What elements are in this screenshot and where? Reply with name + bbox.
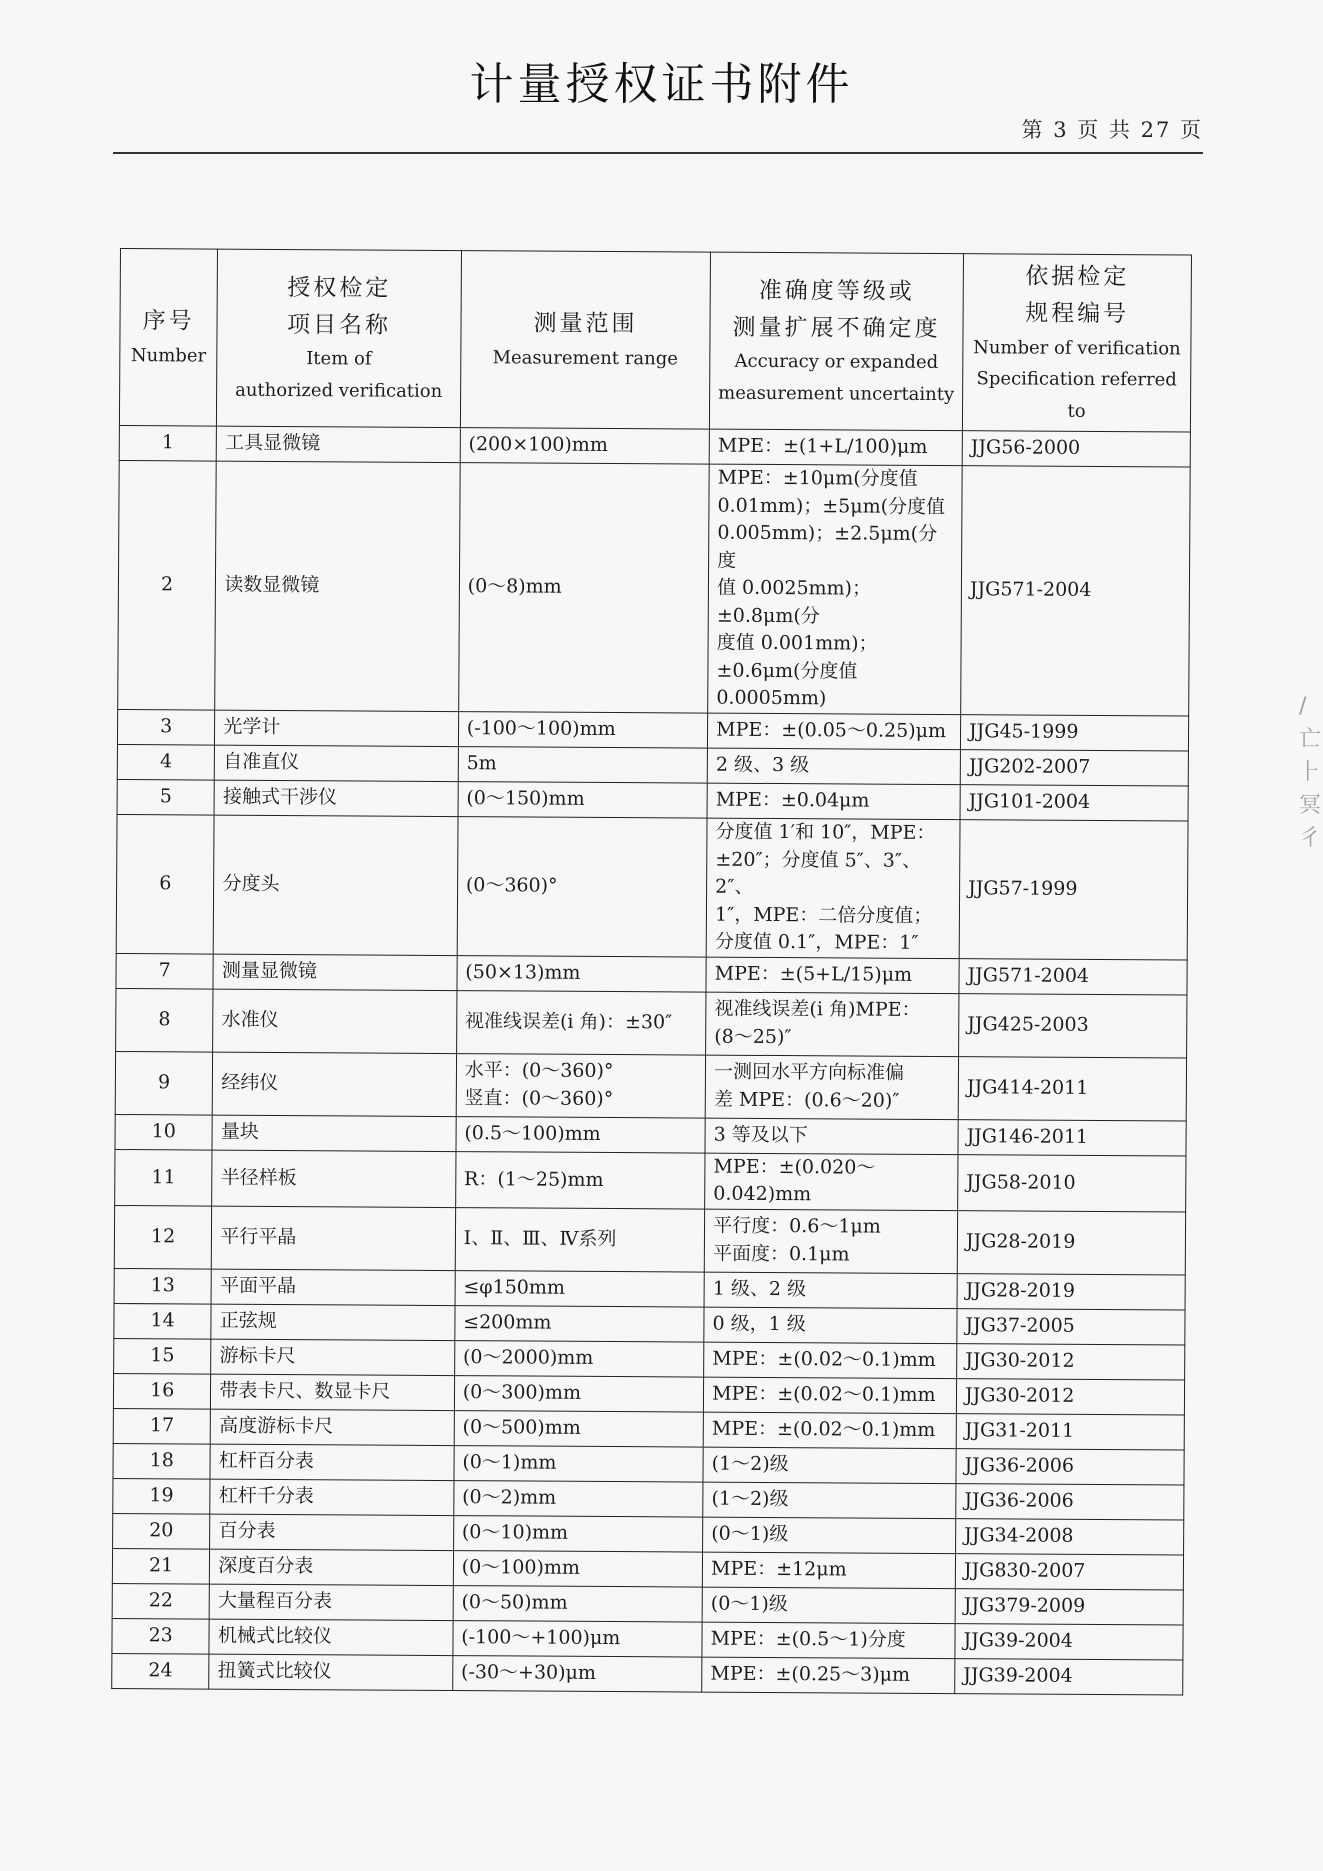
cell-accuracy: MPE：±10μm(分度值 0.01mm)；±5μm(分度值 0.005mm)；±2.5μm(分度 值 0.0025mm)；±0.8μm(分 度值 0.001mm)； ±0.6μm(分度值 0.0005mm) [708, 464, 962, 714]
cell-accuracy: MPE：±(0.02～0.1)mm [704, 1342, 957, 1379]
cell-item: 深度百分表 [210, 1549, 454, 1585]
column-header-en: Specification referred to [976, 368, 1177, 422]
cell-accuracy: MPE：±(0.02～0.1)mm [703, 1412, 956, 1449]
cell-num: 6 [116, 815, 214, 954]
column-header-zh: 测量扩展不确定度 [732, 314, 941, 342]
column-header-zh: 序号 [142, 308, 195, 335]
cell-range: ≤φ150mm [455, 1270, 705, 1307]
column-header-range [460, 251, 710, 430]
cell-item: 半径样板 [212, 1150, 456, 1208]
cell-spec: JJG31-2011 [956, 1413, 1184, 1449]
cell-num: 10 [115, 1114, 213, 1150]
cell-spec: JJG202-2007 [960, 750, 1188, 786]
cell-spec: JJG56-2000 [962, 431, 1190, 467]
cell-accuracy: MPE：±(5+L/15)μm [706, 957, 959, 994]
cell-num: 15 [114, 1338, 212, 1374]
cell-item: 扭簧式比较仪 [209, 1654, 453, 1690]
cell-range: (0～500)mm [454, 1410, 704, 1447]
cell-accuracy: MPE：±(0.020～0.042)mm [705, 1153, 958, 1211]
cell-item: 正弦规 [211, 1304, 455, 1340]
cell-spec: JJG37-2005 [957, 1308, 1185, 1344]
cell-item: 杠杆百分表 [210, 1444, 454, 1480]
column-header-accuracy [710, 252, 964, 431]
cell-item: 接触式干涉仪 [214, 780, 458, 816]
cell-range: (-100～100)mm [458, 712, 708, 749]
cell-spec: JJG30-2012 [957, 1343, 1185, 1379]
cell-spec: JJG57-1999 [959, 820, 1188, 960]
cell-item: 自准直仪 [215, 745, 459, 781]
cell-range: (-30～+30)μm [452, 1655, 702, 1692]
cell-spec: JJG28-2019 [957, 1210, 1185, 1274]
cell-num: 8 [116, 988, 214, 1052]
column-header-en: measurement uncertainty [718, 382, 955, 405]
cell-range: (0～8)mm [458, 463, 709, 713]
cell-range: 水平：(0～360)° 竖直：(0～360)° [456, 1053, 706, 1118]
cell-accuracy: MPE：±(0.5～1)分度 [702, 1622, 955, 1659]
cell-range: R：(1～25)mm [455, 1151, 705, 1209]
table-row [115, 1051, 1186, 1121]
table-row [116, 988, 1187, 1058]
cell-spec: JJG830-2007 [955, 1553, 1183, 1589]
cell-range: (0～300)mm [454, 1375, 704, 1412]
margin-seal-fragment: / 亡 ⺊ 冥 彳 [1299, 694, 1322, 851]
cell-item: 测量显微镜 [213, 954, 457, 990]
cell-num: 24 [112, 1653, 210, 1689]
cell-item: 平面平晶 [211, 1269, 455, 1305]
cell-accuracy: 视准线误差(i 角)MPE： (8～25)″ [706, 992, 959, 1057]
cell-spec: JJG379-2009 [955, 1588, 1183, 1624]
column-header-zh: 准确度等级或 [758, 277, 915, 305]
cell-spec: JJG571-2004 [959, 958, 1187, 994]
cell-spec: JJG45-1999 [960, 715, 1188, 751]
cell-item: 读数显微镜 [215, 461, 460, 711]
cell-range: (200×100)mm [460, 428, 710, 465]
table-row [118, 461, 1191, 716]
cell-range: (0～100)mm [453, 1550, 703, 1587]
cell-num: 17 [113, 1408, 211, 1444]
cell-accuracy: MPE：±(0.02～0.1)mm [704, 1377, 957, 1414]
cell-accuracy: (0～1)级 [702, 1587, 955, 1624]
cell-item: 游标卡尺 [211, 1339, 455, 1375]
cell-spec: JJG36-2006 [956, 1483, 1184, 1519]
cell-num: 19 [113, 1478, 211, 1514]
cell-range: (0～150)mm [458, 782, 708, 819]
cell-range: (0～360)° [457, 817, 707, 957]
cell-accuracy: (1～2)级 [703, 1447, 956, 1484]
column-header-en: Accuracy or expanded [734, 351, 939, 374]
cell-num: 16 [113, 1373, 211, 1409]
cell-spec: JJG36-2006 [956, 1448, 1184, 1484]
cell-range: Ⅰ、Ⅱ、Ⅲ、Ⅳ系列 [455, 1207, 705, 1272]
cell-accuracy: 一测回水平方向标准偏 差 MPE：(0.6～20)″ [705, 1055, 958, 1120]
column-header-zh: 授权检定 [287, 274, 392, 302]
column-header-en: Number of verification [973, 336, 1181, 360]
cell-num: 23 [112, 1618, 210, 1654]
table-row [112, 1653, 1183, 1695]
cell-item: 杠杆千分表 [210, 1479, 454, 1515]
cell-range: (0～10)mm [453, 1515, 703, 1552]
cell-range: (0～50)mm [453, 1585, 703, 1622]
cell-item: 水准仪 [213, 989, 457, 1053]
table-row [116, 815, 1188, 960]
cell-accuracy: MPE：±(0.05～0.25)μm [708, 713, 961, 750]
cell-num: 13 [114, 1268, 212, 1304]
cell-range: (0.5～100)mm [456, 1116, 706, 1153]
column-header-en: Item of [306, 348, 372, 370]
column-header-en: Number [130, 344, 207, 367]
column-header-zh: 依据检定 [1025, 263, 1130, 291]
cell-accuracy: 0 级，1 级 [704, 1307, 957, 1344]
cell-spec: JJG58-2010 [958, 1154, 1186, 1211]
cell-accuracy: MPE：±0.04μm [707, 783, 960, 820]
table-header-row [119, 249, 1191, 433]
cell-num: 12 [114, 1205, 212, 1269]
cell-accuracy: 2 级、3 级 [707, 748, 960, 785]
cell-range: (0～1)mm [454, 1445, 704, 1482]
cell-accuracy: (1～2)级 [703, 1482, 956, 1519]
cell-num: 7 [116, 953, 214, 989]
table-body [112, 426, 1191, 1695]
cell-num: 2 [118, 461, 217, 711]
cell-accuracy: MPE：±(1+L/100)μm [709, 429, 962, 466]
cell-item: 量块 [212, 1115, 456, 1151]
column-header-spec [962, 254, 1191, 432]
cell-range: (0～2)mm [454, 1480, 704, 1517]
cell-spec: JJG414-2011 [958, 1056, 1186, 1120]
page-number: 第 3 页 共 27 页 [1021, 118, 1203, 142]
cell-range: 5m [458, 747, 708, 784]
cell-item: 带表卡尺、数显卡尺 [211, 1374, 455, 1410]
cell-spec: JJG571-2004 [961, 466, 1191, 716]
cell-spec: JJG30-2012 [956, 1378, 1184, 1414]
cell-range: (-100～+100)μm [453, 1620, 703, 1657]
table-row [115, 1149, 1186, 1212]
cell-spec: JJG39-2004 [955, 1623, 1183, 1659]
cell-accuracy: 分度值 1′和 10″，MPE： ±20″；分度值 5″、3″、2″、 1″，MPE：二倍分度值； 分度值 0.1″，MPE：1″ [706, 818, 960, 958]
cell-num: 1 [119, 426, 217, 462]
cell-accuracy: MPE：±12μm [702, 1552, 955, 1589]
cell-range: ≤200mm [455, 1305, 705, 1342]
cell-item: 经纬仪 [213, 1052, 457, 1116]
column-header-zh: 测量范围 [533, 310, 638, 338]
cell-num: 4 [117, 745, 215, 781]
cell-spec: JJG34-2008 [956, 1518, 1184, 1554]
column-header-zh: 项目名称 [287, 311, 392, 339]
column-header-item [217, 249, 461, 428]
cell-range: (50×13)mm [457, 955, 707, 992]
cell-item: 工具显微镜 [217, 426, 461, 462]
cell-accuracy: 3 等及以下 [705, 1118, 958, 1155]
cell-spec: JJG28-2019 [957, 1273, 1185, 1309]
cell-item: 高度游标卡尺 [211, 1409, 455, 1445]
cell-spec: JJG39-2004 [955, 1658, 1183, 1694]
cell-num: 3 [117, 710, 215, 746]
cell-accuracy: 平行度：0.6～1μm 平面度：0.1μm [704, 1209, 957, 1274]
table-row [114, 1205, 1185, 1275]
cell-num: 14 [114, 1303, 212, 1339]
cell-item: 大量程百分表 [209, 1584, 453, 1620]
cell-num: 20 [113, 1513, 211, 1549]
cell-accuracy: MPE：±(0.25～3)μm [702, 1657, 955, 1694]
cell-num: 9 [115, 1051, 213, 1115]
cell-range: (0～2000)mm [454, 1340, 704, 1377]
cell-range: 视准线误差(i 角)：±30″ [456, 990, 706, 1055]
cell-num: 18 [113, 1443, 211, 1479]
authorization-table [111, 248, 1192, 1695]
header-divider [113, 152, 1203, 154]
column-header-en: authorized verification [235, 379, 443, 402]
column-header-number [119, 249, 217, 427]
cell-item: 百分表 [210, 1514, 454, 1550]
cell-num: 11 [115, 1149, 213, 1206]
cell-num: 5 [117, 780, 215, 816]
cell-item: 平行平晶 [212, 1206, 456, 1270]
cell-num: 22 [112, 1583, 210, 1619]
cell-accuracy: (0～1)级 [703, 1517, 956, 1554]
cell-accuracy: 1 级、2 级 [704, 1272, 957, 1309]
column-header-zh: 规程编号 [1025, 300, 1130, 327]
column-header-en: Measurement range [492, 346, 678, 370]
cell-spec: JJG146-2011 [958, 1119, 1186, 1155]
cell-item: 机械式比较仪 [209, 1619, 453, 1655]
cell-spec: JJG425-2003 [959, 993, 1187, 1057]
cell-num: 21 [112, 1548, 210, 1584]
cell-item: 分度头 [214, 815, 458, 955]
page-title: 计量授权证书附件 [469, 59, 854, 110]
cell-spec: JJG101-2004 [960, 785, 1188, 821]
cell-item: 光学计 [215, 710, 459, 746]
